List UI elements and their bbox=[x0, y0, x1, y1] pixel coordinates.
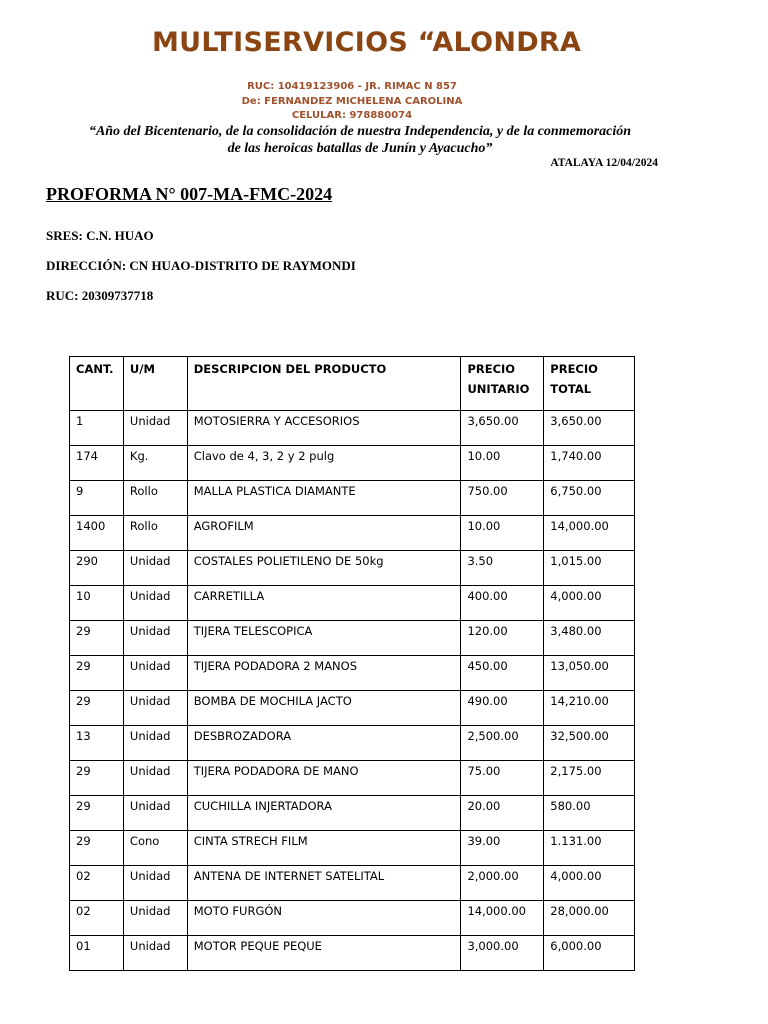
cell-total: 6,000.00 bbox=[544, 936, 635, 971]
cell-description: MOTO FURGÓN bbox=[187, 901, 461, 936]
proforma-title: PROFORMA N° 007-MA-FMC-2024 bbox=[46, 184, 333, 204]
client-address: DIRECCIÓN: CN HUAO-DISTRITO DE RAYMONDI bbox=[46, 258, 356, 273]
cell-qty: 1 bbox=[70, 411, 124, 446]
items-table bbox=[69, 356, 635, 971]
company-owner: De: FERNANDEZ MICHELENA CAROLINA bbox=[241, 96, 463, 107]
table-row bbox=[70, 691, 635, 726]
cell-total: 1,740.00 bbox=[544, 446, 635, 481]
table-row bbox=[70, 796, 635, 831]
cell-description: AGROFILM bbox=[187, 516, 461, 551]
company-name: MULTISERVICIOS “ALONDRA bbox=[152, 27, 582, 58]
cell-description: MOTOSIERRA Y ACCESORIOS bbox=[187, 411, 461, 446]
table-row bbox=[70, 936, 635, 971]
cell-total: 3,480.00 bbox=[544, 621, 635, 656]
cell-total: 14,000.00 bbox=[544, 516, 635, 551]
cell-unit: Cono bbox=[123, 831, 187, 866]
table-row bbox=[70, 726, 635, 761]
cell-total: 3,650.00 bbox=[544, 411, 635, 446]
cell-description: CINTA STRECH FILM bbox=[187, 831, 461, 866]
company-ruc-address: RUC: 10419123906 - JR. RIMAC N 857 bbox=[247, 81, 457, 92]
cell-unit-price: 75.00 bbox=[461, 761, 544, 796]
cell-unit-price: 400.00 bbox=[461, 586, 544, 621]
cell-unit-price: 120.00 bbox=[461, 621, 544, 656]
header-qty: CANT. bbox=[70, 357, 124, 411]
cell-unit: Unidad bbox=[123, 796, 187, 831]
cell-unit: Unidad bbox=[123, 621, 187, 656]
table-row bbox=[70, 516, 635, 551]
cell-unit-price: 3,650.00 bbox=[461, 411, 544, 446]
cell-qty: 10 bbox=[70, 586, 124, 621]
cell-qty: 1400 bbox=[70, 516, 124, 551]
cell-qty: 02 bbox=[70, 901, 124, 936]
header-total-price-l1: PRECIO bbox=[550, 362, 598, 376]
cell-description: TIJERA TELESCOPICA bbox=[187, 621, 461, 656]
table-row bbox=[70, 551, 635, 586]
cell-unit-price: 750.00 bbox=[461, 481, 544, 516]
cell-qty: 13 bbox=[70, 726, 124, 761]
cell-total: 13,050.00 bbox=[544, 656, 635, 691]
table-row bbox=[70, 656, 635, 691]
cell-description: CARRETILLA bbox=[187, 586, 461, 621]
header-unit: U/M bbox=[123, 357, 187, 411]
cell-unit-price: 3,000.00 bbox=[461, 936, 544, 971]
cell-qty: 29 bbox=[70, 621, 124, 656]
table-row bbox=[70, 866, 635, 901]
header-unit-price-l2: UNITARIO bbox=[467, 382, 530, 396]
cell-total: 1,015.00 bbox=[544, 551, 635, 586]
cell-description: DESBROZADORA bbox=[187, 726, 461, 761]
table-row bbox=[70, 481, 635, 516]
cell-description: TIJERA PODADORA 2 MANOS bbox=[187, 656, 461, 691]
cell-total: 14,210.00 bbox=[544, 691, 635, 726]
cell-unit: Unidad bbox=[123, 726, 187, 761]
cell-description: CUCHILLA INJERTADORA bbox=[187, 796, 461, 831]
cell-description: BOMBA DE MOCHILA JACTO bbox=[187, 691, 461, 726]
table-row bbox=[70, 586, 635, 621]
document-date: ATALAYA 12/04/2024 bbox=[550, 157, 658, 169]
items-body bbox=[70, 411, 635, 971]
cell-qty: 01 bbox=[70, 936, 124, 971]
cell-unit: Unidad bbox=[123, 411, 187, 446]
cell-unit-price: 2,000.00 bbox=[461, 866, 544, 901]
table-row bbox=[70, 761, 635, 796]
header-total-price bbox=[544, 357, 635, 411]
cell-unit-price: 450.00 bbox=[461, 656, 544, 691]
cell-unit: Rollo bbox=[123, 516, 187, 551]
year-motto-line-1: “Año del Bicentenario, de la consolidación de nuestra Independencia, y de la conmemoración bbox=[88, 124, 632, 139]
cell-unit-price: 14,000.00 bbox=[461, 901, 544, 936]
cell-unit-price: 20.00 bbox=[461, 796, 544, 831]
cell-qty: 174 bbox=[70, 446, 124, 481]
cell-qty: 29 bbox=[70, 796, 124, 831]
client-ruc: RUC: 20309737718 bbox=[46, 288, 154, 303]
cell-unit-price: 2,500.00 bbox=[461, 726, 544, 761]
cell-total: 580.00 bbox=[544, 796, 635, 831]
cell-description: Clavo de 4, 3, 2 y 2 pulg bbox=[187, 446, 461, 481]
cell-description: TIJERA PODADORA DE MANO bbox=[187, 761, 461, 796]
cell-unit: Rollo bbox=[123, 481, 187, 516]
client-name: SRES: C.N. HUAO bbox=[46, 228, 154, 243]
cell-total: 4,000.00 bbox=[544, 866, 635, 901]
cell-description: MALLA PLASTICA DIAMANTE bbox=[187, 481, 461, 516]
cell-unit: Unidad bbox=[123, 936, 187, 971]
cell-qty: 02 bbox=[70, 866, 124, 901]
cell-unit: Unidad bbox=[123, 551, 187, 586]
cell-qty: 29 bbox=[70, 691, 124, 726]
cell-unit-price: 10.00 bbox=[461, 516, 544, 551]
cell-unit: Unidad bbox=[123, 866, 187, 901]
header-total-price-l2: TOTAL bbox=[550, 382, 592, 396]
cell-total: 4,000.00 bbox=[544, 586, 635, 621]
cell-total: 6,750.00 bbox=[544, 481, 635, 516]
cell-unit: Unidad bbox=[123, 586, 187, 621]
cell-description: ANTENA DE INTERNET SATELITAL bbox=[187, 866, 461, 901]
cell-unit-price: 3.50 bbox=[461, 551, 544, 586]
header-unit-price bbox=[461, 357, 544, 411]
company-phone: CELULAR: 978880074 bbox=[291, 110, 413, 121]
cell-qty: 29 bbox=[70, 761, 124, 796]
cell-qty: 290 bbox=[70, 551, 124, 586]
cell-unit: Kg. bbox=[123, 446, 187, 481]
header-description: DESCRIPCION DEL PRODUCTO bbox=[187, 357, 461, 411]
cell-unit: Unidad bbox=[123, 761, 187, 796]
cell-unit-price: 490.00 bbox=[461, 691, 544, 726]
cell-total: 1.131.00 bbox=[544, 831, 635, 866]
cell-total: 32,500.00 bbox=[544, 726, 635, 761]
cell-total: 28,000.00 bbox=[544, 901, 635, 936]
cell-total: 2,175.00 bbox=[544, 761, 635, 796]
cell-unit-price: 39.00 bbox=[461, 831, 544, 866]
table-row bbox=[70, 901, 635, 936]
year-motto-line-2: de las heroicas batallas de Junín y Ayacucho” bbox=[227, 141, 493, 156]
cell-unit-price: 10.00 bbox=[461, 446, 544, 481]
table-row bbox=[70, 621, 635, 656]
table-header-row bbox=[70, 357, 635, 411]
header-unit-price-l1: PRECIO bbox=[467, 362, 516, 376]
cell-unit: Unidad bbox=[123, 691, 187, 726]
cell-qty: 29 bbox=[70, 831, 124, 866]
table-row bbox=[70, 446, 635, 481]
table-row bbox=[70, 831, 635, 866]
cell-unit: Unidad bbox=[123, 901, 187, 936]
cell-description: MOTOR PEQUE PEQUE bbox=[187, 936, 461, 971]
cell-qty: 9 bbox=[70, 481, 124, 516]
cell-description: COSTALES POLIETILENO DE 50kg bbox=[187, 551, 461, 586]
cell-qty: 29 bbox=[70, 656, 124, 691]
cell-unit: Unidad bbox=[123, 656, 187, 691]
table-row bbox=[70, 411, 635, 446]
